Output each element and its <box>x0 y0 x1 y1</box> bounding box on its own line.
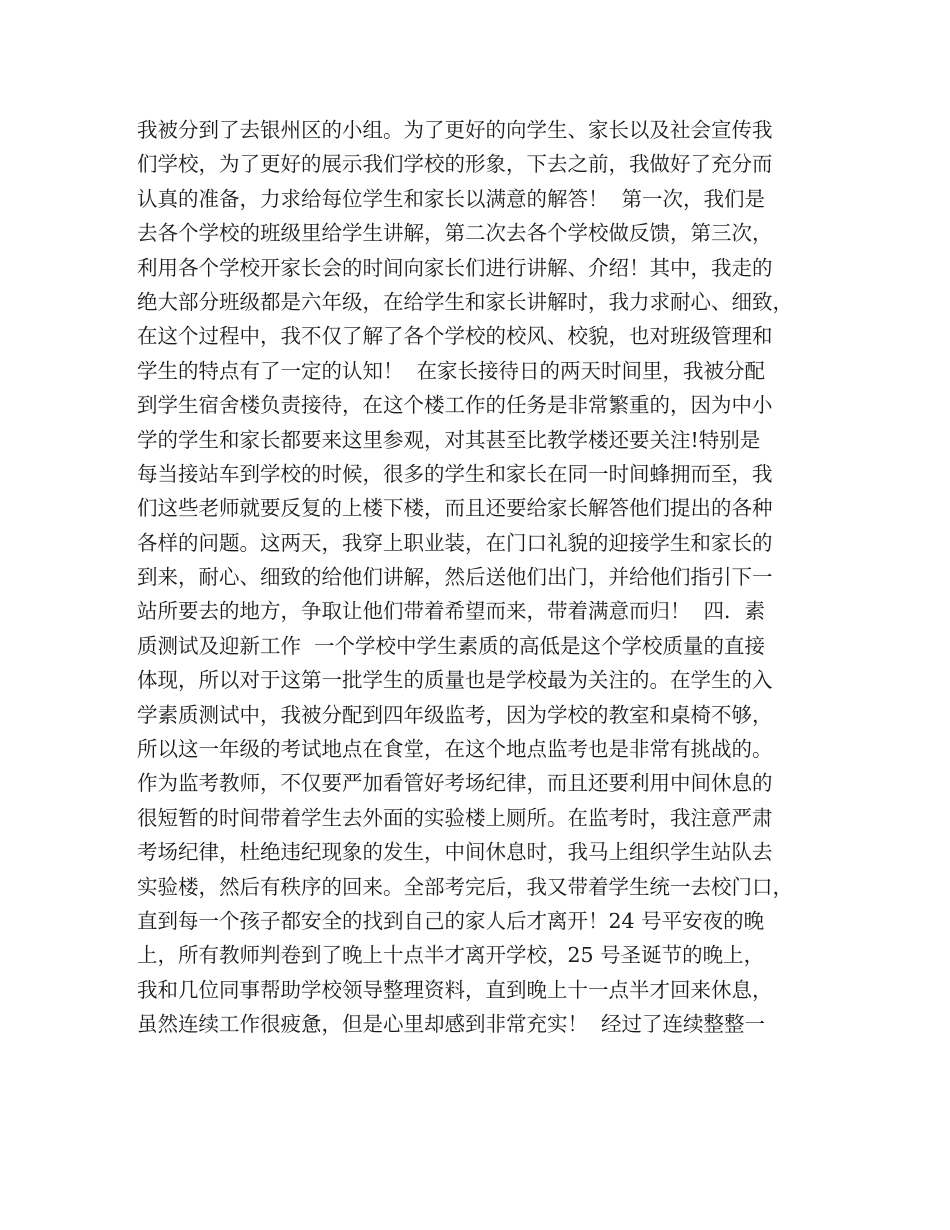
text-line: 实验楼，然后有秩序的回来。全部考完后，我又带着学生统一去校门口， <box>137 874 793 899</box>
text-line: 虽然连续工作很疲惫，但是心里却感到非常充实！ 经过了连续整整一 <box>137 1012 766 1037</box>
text-line: 到学生宿舍楼负责接待，在这个楼工作的任务是非常繁重的，因为中小 <box>137 393 773 418</box>
text-line: 上，所有教师判卷到了晚上十点半才离开学校，25 号圣诞节的晚上， <box>137 943 765 968</box>
text-line: 质测试及迎新工作 一个学校中学生素质的高低是这个学校质量的直接 <box>137 633 766 658</box>
text-line: 们这些老师就要反复的上楼下楼，而且还要给家长解答他们提出的各种 <box>137 496 773 521</box>
text-line: 去各个学校的班级里给学生讲解，第二次去各个学校做反馈，第三次， <box>137 221 773 246</box>
text-line: 所以这一年级的考试地点在食堂，在这个地点监考也是非常有挑战的。 <box>137 737 773 762</box>
text-line: 认真的准备，力求给每位学生和家长以满意的解答！ 第一次，我们是 <box>137 186 766 211</box>
text-line: 学生的特点有了一定的认知！ 在家长接待日的两天时间里，我被分配 <box>137 358 766 383</box>
text-line: 站所要去的地方，争取让他们带着希望而来，带着满意而归！ 四．素 <box>137 599 766 624</box>
text-line: 们学校，为了更好的展示我们学校的形象，下去之前，我做好了充分而 <box>137 152 773 177</box>
text-line: 我和几位同事帮助学校领导整理资料，直到晚上十一点半才回来休息， <box>137 977 773 1002</box>
body-text <box>137 113 837 1042</box>
text-line: 很短暂的时间带着学生去外面的实验楼上厕所。在监考时，我注意严肃 <box>137 805 773 830</box>
text-line: 各样的问题。这两天，我穿上职业装，在门口礼貌的迎接学生和家长的 <box>137 530 773 555</box>
text-line: 考场纪律，杜绝违纪现象的发生，中间休息时，我马上组织学生站队去 <box>137 840 773 865</box>
text-line: 利用各个学校开家长会的时间向家长们进行讲解、介绍！其中，我走的 <box>137 255 773 280</box>
text-line: 绝大部分班级都是六年级，在给学生和家长讲解时，我力求耐心、细致， <box>137 289 793 314</box>
text-line: 我被分到了去银州区的小组。为了更好的向学生、家长以及社会宣传我 <box>137 118 773 142</box>
text-line: 在这个过程中，我不仅了解了各个学校的校风、校貌，也对班级管理和 <box>137 324 773 349</box>
text-line: 到来，耐心、细致的给他们讲解，然后送他们出门，并给他们指引下一 <box>137 565 773 590</box>
text-line: 学素质测试中，我被分配到四年级监考，因为学校的教室和桌椅不够， <box>137 702 773 727</box>
text-line: 直到每一个孩子都安全的找到自己的家人后才离开！24 号平安夜的晚 <box>137 908 765 933</box>
text-line: 每当接站车到学校的时候，很多的学生和家长在同一时间蜂拥而至，我 <box>137 461 773 486</box>
text-line: 学的学生和家长都要来这里参观，对其甚至比教学楼还要关注!特别是 <box>137 427 761 452</box>
text-line: 体现，所以对于这第一批学生的质量也是学校最为关注的。在学生的入 <box>137 668 773 693</box>
text-line: 作为监考教师，不仅要严加看管好考场纪律，而且还要利用中间休息的 <box>137 771 773 796</box>
